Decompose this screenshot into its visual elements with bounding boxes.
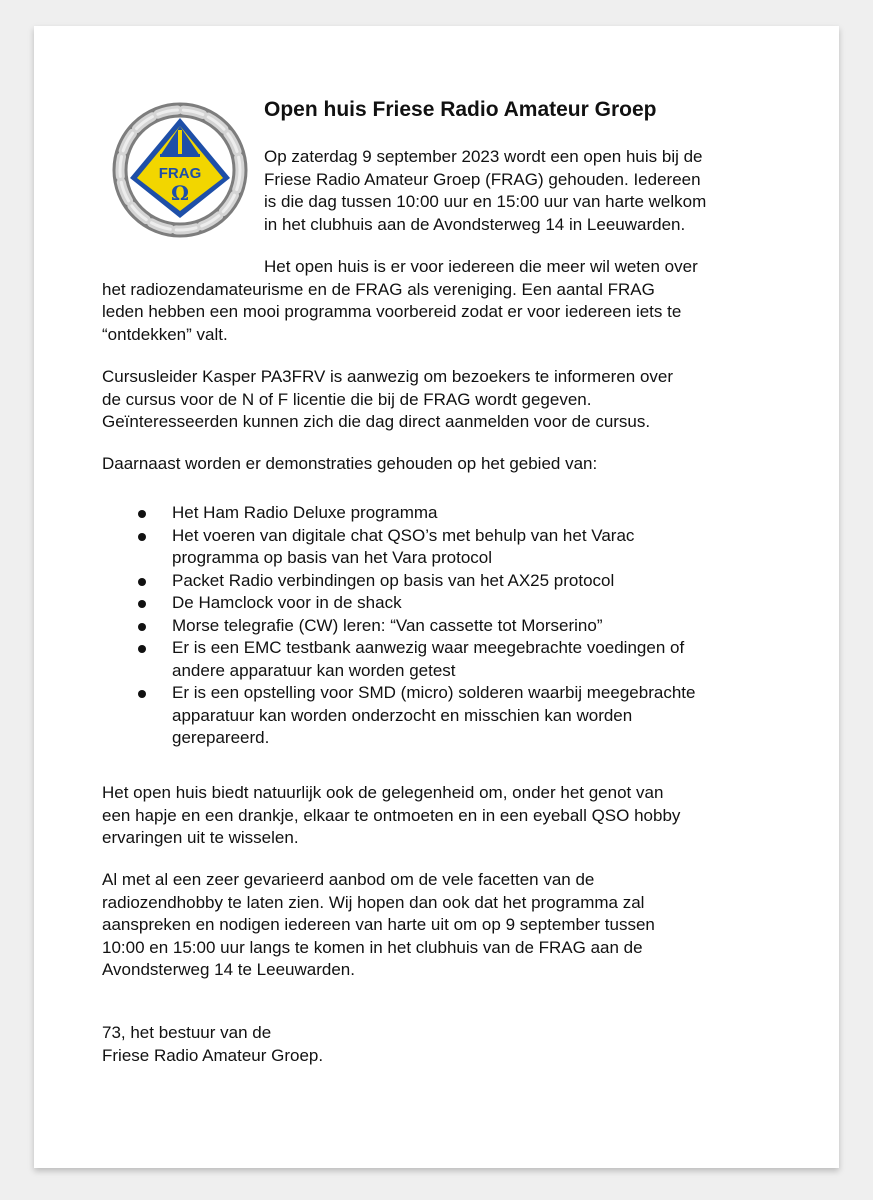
text-line: Avondsterweg 14 te Leeuwarden. [102,960,355,979]
text-line: Er is een opstelling voor SMD (micro) solderen waarbij meegebrachte [172,683,696,702]
text-line: Op zaterdag 9 september 2023 wordt een open huis bij de [264,147,703,166]
paragraph-social [102,782,680,850]
text-line: is die dag tussen 10:00 uur en 15:00 uur van harte welkom [264,192,707,211]
text-line: Het open huis is er voor iedereen die meer wil weten over [264,257,698,276]
text-line: “ontdekken” valt. [102,324,228,344]
document-page [34,26,839,1168]
text-line: Morse telegrafie (CW) leren: “Van cassette tot Morserino” [172,615,603,635]
text-line: gerepareerd. [172,728,270,747]
list-item [172,615,695,638]
text-line: Daarnaast worden er demonstraties gehouden op het gebied van: [102,454,598,473]
bullet-icon [138,578,146,586]
bullet-icon [138,510,146,518]
signature [102,1022,323,1067]
text-line: Geïnteresseerden kunnen zich die dag direct aanmelden voor de cursus. [102,412,651,431]
paragraph-demos-intro [102,453,597,476]
document-title: Open huis Friese Radio Amateur Groep [264,98,657,121]
text-line: Er is een EMC testbank aanwezig waar meegebrachte voedingen of [172,638,685,657]
logo-omega-symbol: Ω [171,181,189,205]
text-line: in het clubhuis aan de Avondsterweg 14 in Leeuwarden. [264,214,686,234]
list-item [172,637,695,682]
text-line: het radiozendamateurisme en de FRAG als vereniging. Een aantal FRAG [102,279,655,299]
text-line: Het Ham Radio Deluxe programma [172,503,438,522]
text-line: Cursusleider Kasper PA3FRV is aanwezig om bezoekers te informeren over [102,367,674,386]
text-line: 10:00 en 15:00 uur langs te komen in het clubhuis van de FRAG aan de [102,937,643,957]
text-line: de cursus voor de N of F licentie die bij de FRAG wordt gegeven. [102,389,592,409]
list-item [172,570,695,593]
list-item [172,502,695,525]
bullet-icon [138,623,146,631]
intro-paragraph [264,146,706,236]
list-item [172,682,695,750]
text-line: Het voeren van digitale chat QSO’s met behulp van het Varac [172,525,635,545]
bullet-icon [138,533,146,541]
frag-chain-logo-icon [106,96,254,244]
text-line: Friese Radio Amateur Groep. [102,1045,324,1065]
text-line: programma op basis van het Vara protocol [172,548,493,567]
text-line: apparatuur kan worden onderzocht en misschien kan worden [172,705,633,725]
text-line: De Hamclock voor in de shack [172,593,402,612]
paragraph-course [102,366,673,434]
logo-text: FRAG [158,165,202,182]
text-line: leden hebben een mooi programma voorbereid zodat er voor iedereen iets te [102,302,682,321]
list-item [172,525,695,570]
text-line: Packet Radio verbindingen op basis van het AX25 protocol [172,570,615,590]
bullet-icon [138,690,146,698]
text-line: 73, het bestuur van de [102,1023,272,1042]
text-line: aanspreken en nodigen iedereen van harte uit om op 9 september tussen [102,915,655,934]
text-line: Het open huis biedt natuurlijk ook de gelegenheid om, onder het genot van [102,783,664,802]
text-line: andere apparatuur kan worden getest [172,660,456,680]
paragraph-closing [102,869,655,982]
paragraph-open-house [102,256,698,346]
text-line: radiozendhobby te laten zien. Wij hopen dan ook dat het programma zal [102,892,645,912]
text-line: ervaringen uit te wisselen. [102,828,299,847]
text-line: Friese Radio Amateur Groep (FRAG) gehouden. Iedereen [264,169,701,189]
bullet-icon [138,645,146,653]
demo-list [172,502,695,750]
bullet-icon [138,600,146,608]
text-line: Al met al een zeer gevarieerd aanbod om de vele facetten van de [102,870,595,889]
text-line: een hapje en een drankje, elkaar te ontmoeten en in een eyeball QSO hobby [102,805,681,825]
list-item [172,592,695,615]
